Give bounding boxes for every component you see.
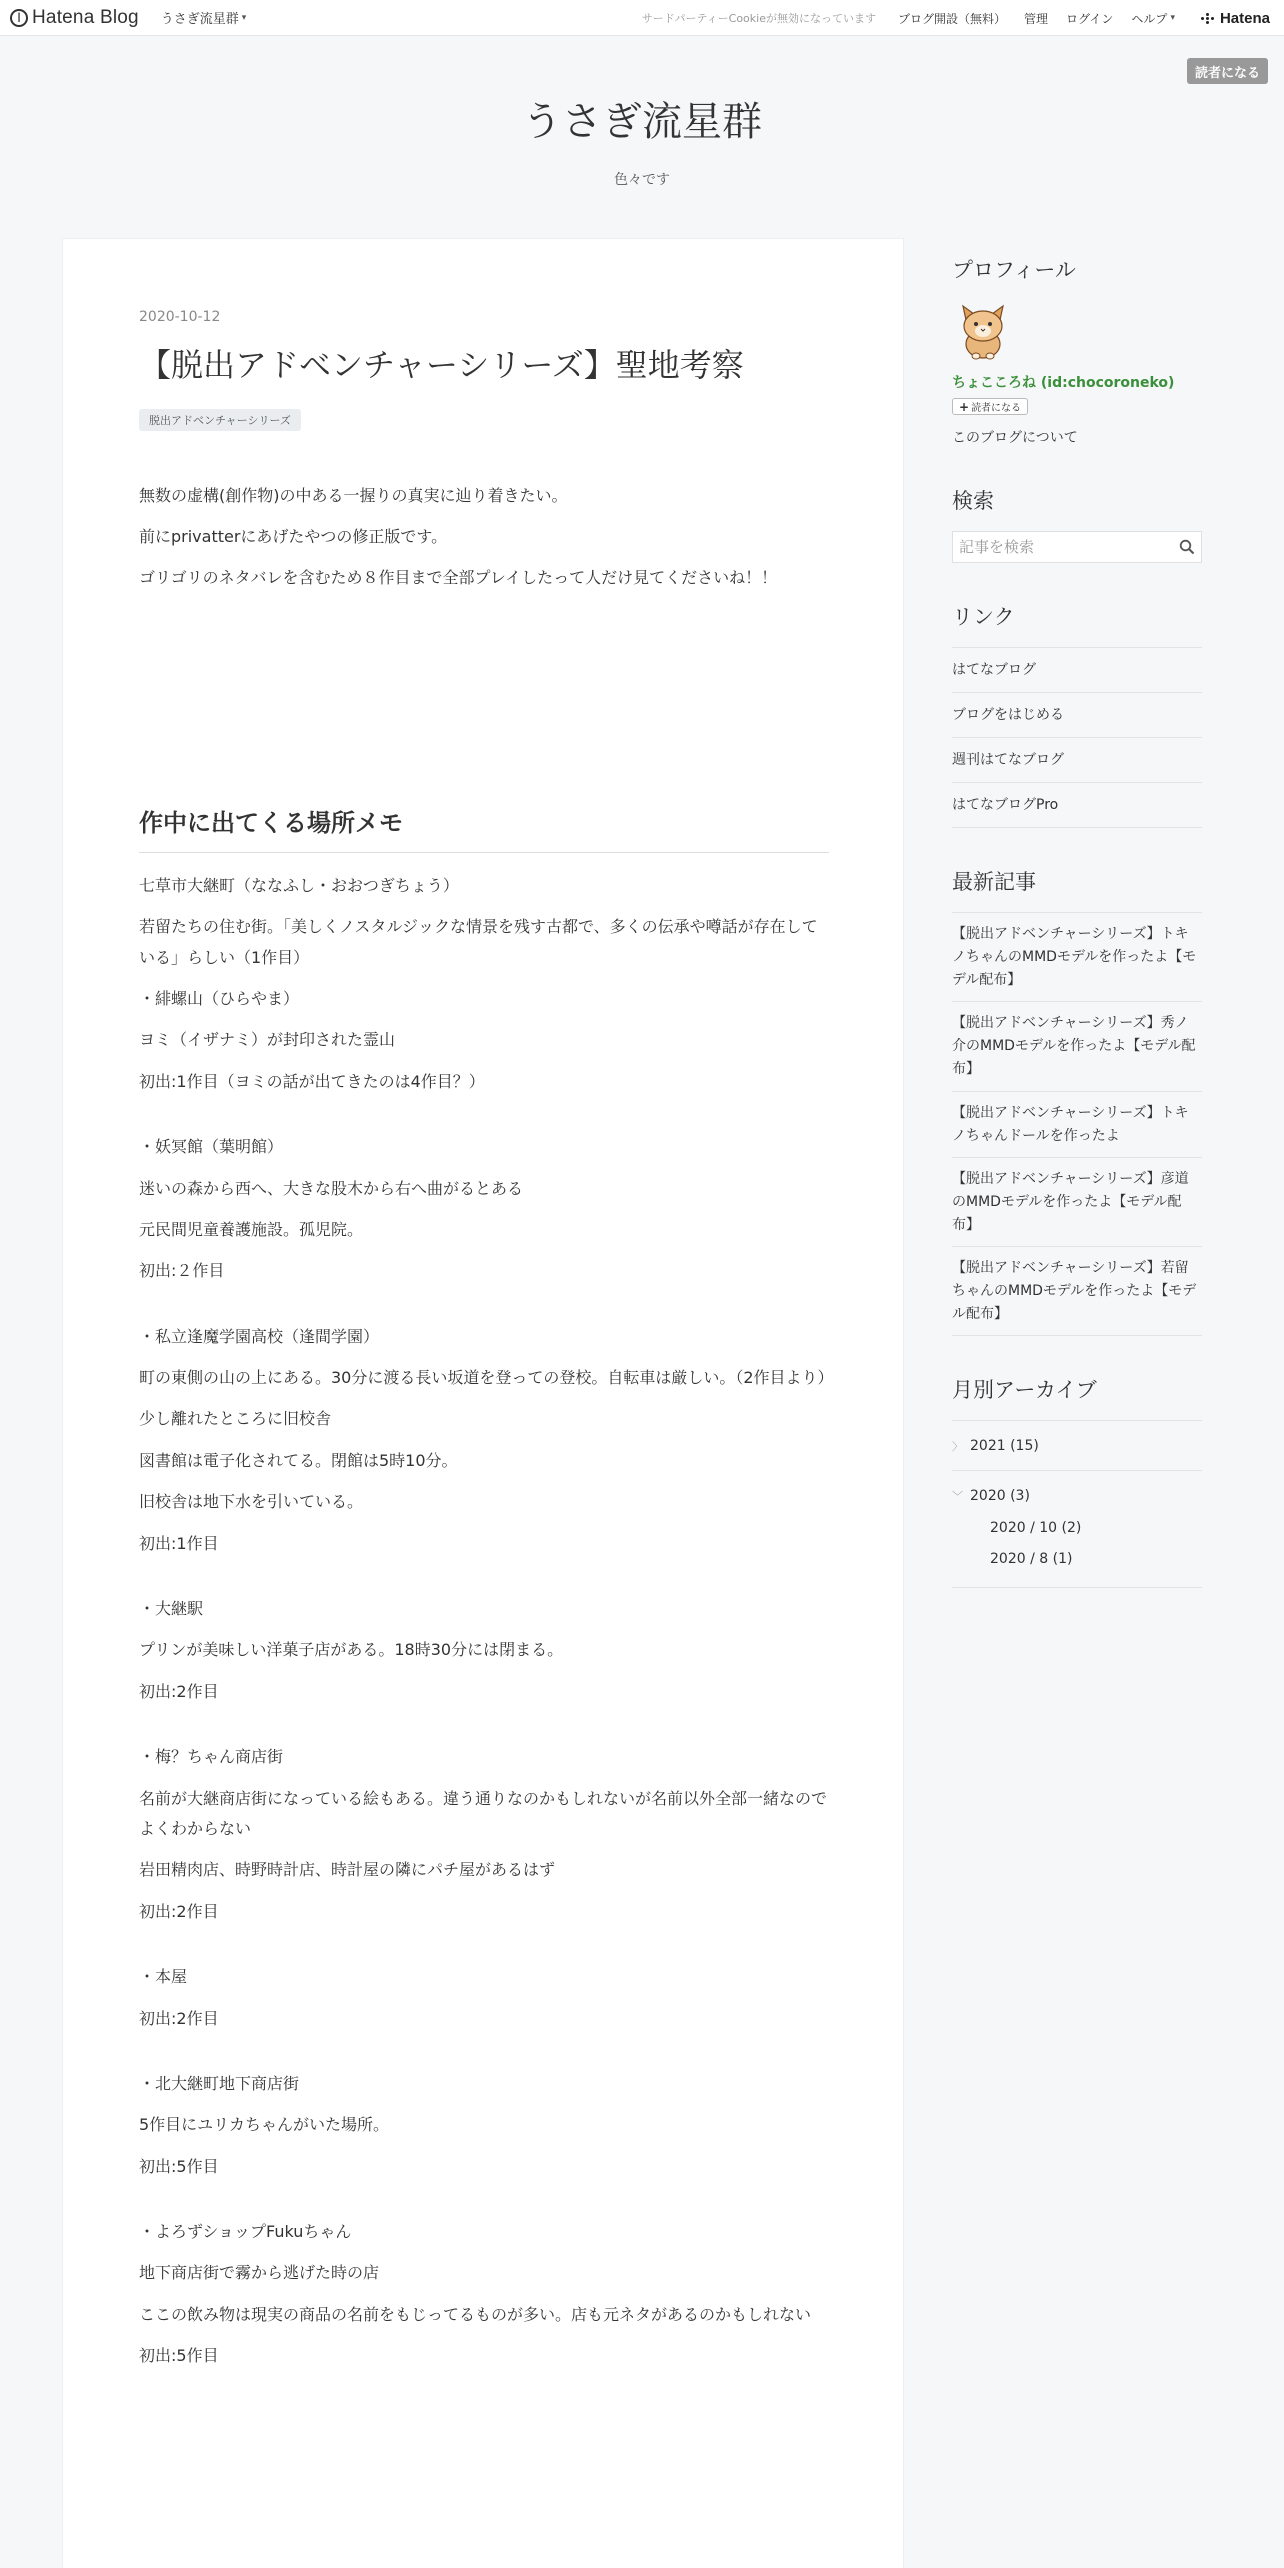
recent-entry-link[interactable]: 【脱出アドベンチャーシリーズ】彦道のMMDモデルを作ったよ【モデル配布】 <box>952 1158 1202 1247</box>
blank-line <box>139 1718 829 1742</box>
caret-down-icon: ▾ <box>241 12 247 23</box>
blank-line <box>139 1108 829 1132</box>
hatena-dots-icon <box>1201 13 1215 24</box>
intro-paragraph: 無数の虚構(創作物)の中ある一握りの真実に辿り着きたい。 <box>139 485 568 505</box>
avatar[interactable] <box>952 300 1014 362</box>
body-paragraph: 初出:5作目 <box>139 2156 219 2176</box>
body-paragraph: ・私立逢魔学園高校（逢間学園） <box>139 1326 380 1346</box>
archive-year-2020[interactable]: ﹀ 2020 (3) <box>952 1488 1030 1505</box>
links-module <box>952 601 1202 828</box>
blank-line <box>139 1298 829 1322</box>
intro-paragraph: 前にprivatterにあげたやつの修正版です。 <box>139 526 448 546</box>
header-link-login[interactable]: ログイン <box>1066 11 1114 26</box>
caret-down-icon: ▾ <box>1170 13 1175 23</box>
hatena-blog-logo[interactable]: | Hatena Blog <box>10 7 139 29</box>
body-paragraph: ・大継駅 <box>139 1599 204 1619</box>
body-paragraph: 初出:２作目 <box>139 1261 225 1281</box>
chevron-right-icon[interactable]: 〉 <box>952 1439 963 1453</box>
cookie-notice: サードパーティーCookieが無効になっています <box>641 12 876 25</box>
entry-title[interactable]: 【脱出アドベンチャーシリーズ】聖地考察 <box>139 346 744 384</box>
header-link-start-blog[interactable]: ブログ開設（無料） <box>897 11 1006 26</box>
entry-article <box>139 309 834 2383</box>
link-list <box>952 647 1202 828</box>
link-item[interactable]: ブログをはじめる <box>952 693 1202 738</box>
archive-list <box>952 1420 1202 1588</box>
body-paragraph: 初出:1作目（ヨミの話が出てきたのは4作目？） <box>139 1071 485 1091</box>
body-paragraph: ヨミ（イザナミ）が封印された霊山 <box>139 1030 396 1050</box>
header-link-admin[interactable]: 管理 <box>1024 11 1049 26</box>
blog-switcher[interactable]: うさぎ流星群 ▾ <box>160 12 247 27</box>
body-paragraph: ・よろずショップFukuちゃん <box>139 2222 352 2242</box>
body-paragraph: 地下商店街で霧から逃げた時の店 <box>139 2263 380 2283</box>
about-blog-link[interactable]: このブログについて <box>952 430 1078 446</box>
search-box <box>952 531 1202 563</box>
module-title-links: リンク <box>952 605 1015 629</box>
section-heading: 作中に出てくる場所メモ <box>139 803 829 853</box>
profile-module <box>952 254 1202 447</box>
body-paragraph: ここの飲み物は現実の商品の名前をもじってるものが多い。店も元ネタがあるのかもしれない <box>139 2304 812 2324</box>
entry-date[interactable]: 2020-10-12 <box>139 309 221 325</box>
body-paragraphs <box>139 871 834 2372</box>
archive-months <box>952 1513 1202 1587</box>
body-paragraph: ・梅？ちゃん商店街 <box>139 1747 284 1767</box>
body-paragraph: 旧校舎は地下水を引いている。 <box>139 1492 364 1512</box>
archive-module <box>952 1374 1202 1588</box>
cat-avatar-icon <box>952 300 1014 362</box>
recent-entry-link[interactable]: 【脱出アドベンチャーシリーズ】トキノちゃんのMMDモデルを作ったよ【モデル配布】 <box>952 913 1202 1002</box>
blank-line <box>139 2193 829 2217</box>
body-paragraph: ・妖冥館（葉明館） <box>139 1137 284 1157</box>
body-paragraph: ・本屋 <box>139 1967 188 1987</box>
profile-name[interactable]: ちょこころね (id:chocoroneko) <box>952 375 1175 391</box>
global-header <box>0 0 1284 36</box>
entry-body <box>139 481 834 2372</box>
search-module <box>952 485 1202 563</box>
recent-entry-link[interactable]: 【脱出アドベンチャーシリーズ】秀ノ介のMMDモデルを作ったよ【モデル配布】 <box>952 1002 1202 1091</box>
archive-month-link[interactable]: 2020 / 10 (2) <box>990 1520 1082 1537</box>
blank-line <box>139 1938 829 1962</box>
body-paragraph: 名前が大継商店街になっている絵もある。違う通りなのかもしれないが名前以外全部一緒なのでよくわからない <box>139 1788 828 1838</box>
body-paragraph: 岩田精肉店、時野時計店、時計屋の隣にパチ屋があるはず <box>139 1860 556 1880</box>
search-icon[interactable] <box>1173 532 1201 562</box>
archive-year-2021[interactable]: 〉 2021 (15) <box>952 1421 1202 1471</box>
module-title-search: 検索 <box>952 489 994 513</box>
blank-line <box>139 1570 829 1594</box>
recent-entry-link[interactable]: 【脱出アドベンチャーシリーズ】トキノちゃんドールを作ったよ <box>952 1092 1202 1158</box>
header-link-help[interactable]: ヘルプ ▾ <box>1131 11 1175 26</box>
body-paragraph: 初出:2作目 <box>139 2008 219 2028</box>
body-paragraph: 少し離れたところに旧校舎 <box>139 1409 332 1429</box>
body-paragraph: 初出:5作目 <box>139 2346 219 2366</box>
spacer <box>139 605 829 803</box>
body-paragraph: 5作目にユリカちゃんがいた場所。 <box>139 2115 390 2135</box>
hatena-blog-logo-icon: | <box>10 9 28 27</box>
recent-entries-module <box>952 866 1202 1336</box>
body-paragraph: 図書館は電子化されてる。閉館は5時10分。 <box>139 1450 458 1470</box>
recent-entry-link[interactable]: 【脱出アドベンチャーシリーズ】若留ちゃんのMMDモデルを作ったよ【モデル配布】 <box>952 1247 1202 1336</box>
link-item[interactable]: はてなブログ <box>952 648 1202 693</box>
recent-list <box>952 912 1202 1336</box>
body-paragraph: 迷いの森から西へ、大きな股木から右へ曲がるとある <box>139 1178 524 1198</box>
body-paragraph: プリンが美味しい洋菓子店がある。18時30分には閉まる。 <box>139 1640 564 1660</box>
body-paragraph: ・北大継町地下商店街 <box>139 2073 300 2093</box>
body-paragraph: 初出:1作目 <box>139 1533 219 1553</box>
profile-subscribe-button[interactable]: + 読者になる <box>952 398 1028 415</box>
chevron-down-icon[interactable]: ﹀ <box>952 1490 963 1504</box>
body-paragraph: 町の東側の山の上にある。30分に渡る長い坂道を登っての登校。自転車は厳しい。（2作目より） <box>139 1368 834 1388</box>
module-title-profile: プロフィール <box>952 258 1076 282</box>
main-content <box>62 238 904 2568</box>
intro-paragraph: ゴリゴリのネタバレを含むため８作目まで全部プレイしたって人だけ見てくださいね！！ <box>139 568 778 588</box>
body-paragraph: 七草市大継町（ななふし・おおつぎちょう） <box>139 875 459 895</box>
body-paragraph: 若留たちの住む街。「美しくノスタルジックな情景を残す古都で、多くの伝承や噂話が存在している」らしい（1作目） <box>139 917 818 967</box>
link-item[interactable]: はてなブログPro <box>952 783 1202 828</box>
body-paragraph: ・緋螺山（ひらやま） <box>139 988 300 1008</box>
body-paragraph: 元民間児童養護施設。孤児院。 <box>139 1219 364 1239</box>
subscribe-button[interactable]: 読者になる <box>1187 58 1268 84</box>
search-input[interactable] <box>953 532 1173 562</box>
blog-header <box>0 90 1284 189</box>
blog-description: 色々です <box>614 172 670 188</box>
body-paragraph: 初出:2作目 <box>139 1901 219 1921</box>
sidebar <box>952 254 1202 1626</box>
module-title-recent: 最新記事 <box>952 870 1036 894</box>
hatena-logo[interactable]: Hatena <box>1201 10 1270 27</box>
archive-month-link[interactable]: 2020 / 8 (1) <box>990 1551 1073 1568</box>
blog-title[interactable]: うさぎ流星群 <box>522 99 762 145</box>
module-title-archive: 月別アーカイブ <box>952 1378 1097 1403</box>
blank-line <box>139 2045 829 2069</box>
plus-icon: + <box>959 399 970 414</box>
link-item[interactable]: 週刊はてなブログ <box>952 738 1202 783</box>
body-paragraph: 初出:2作目 <box>139 1681 219 1701</box>
entry-category-tag[interactable]: 脱出アドベンチャーシリーズ <box>139 409 301 431</box>
